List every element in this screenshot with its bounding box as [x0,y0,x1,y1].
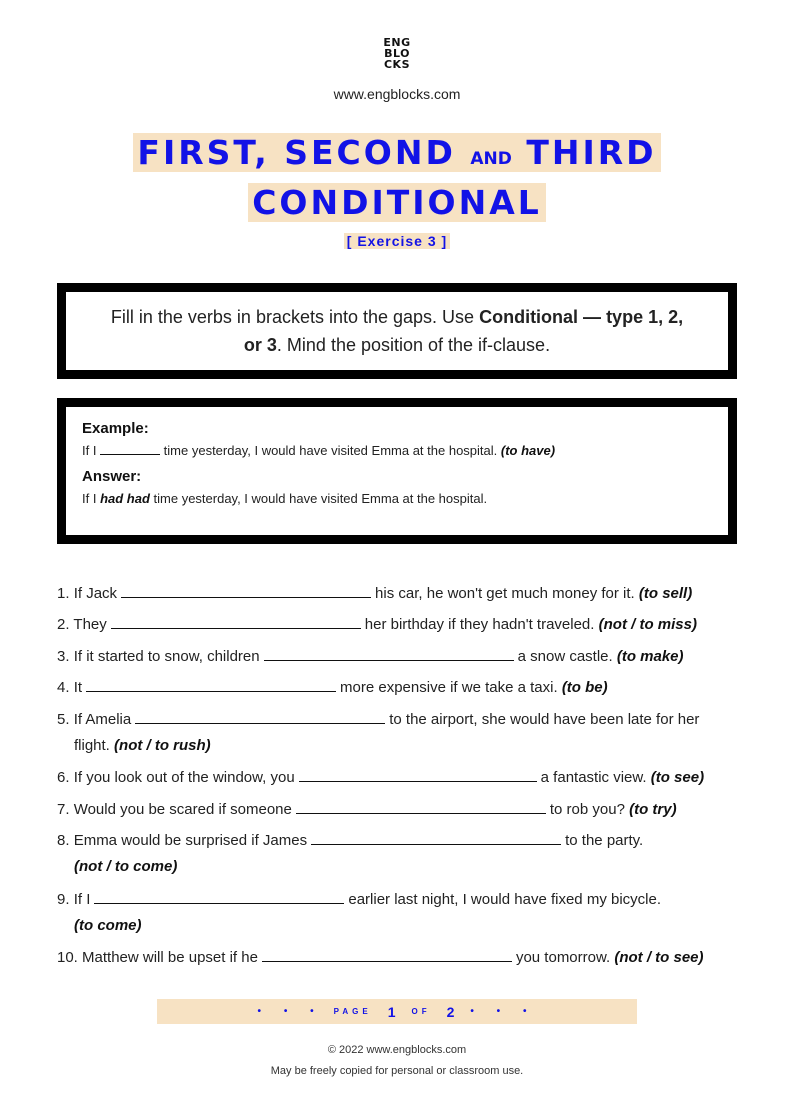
example-hint: (to have) [500,443,556,458]
question-post: his car, he won't get much money for it. [375,585,635,602]
example-gap [100,443,160,455]
example-label: Example: [82,420,149,437]
exercise-label-text: [ Exercise 3 ] [344,233,450,249]
page-of-word: OF [411,1007,431,1016]
title-part-and: AND [470,149,512,169]
question-post: a snow castle. [517,648,613,665]
question-8 [57,831,747,849]
question-pre: They [73,616,107,633]
answer-gap[interactable] [121,584,371,598]
answer-sentence [82,491,712,506]
answer-gap[interactable] [264,647,514,661]
answer-gap[interactable] [299,768,537,782]
page-current: 1 [387,1003,396,1020]
engblocks-logo [0,37,794,70]
site-url[interactable]: www.engblocks.com [333,86,461,102]
answer-filled: had had [100,491,150,506]
question-post: to rob you? [549,801,625,818]
question-7 [57,800,747,818]
answer-gap[interactable] [135,710,385,724]
logo-line-3: CKS [383,58,411,71]
question-hint: (not / to see) [614,949,704,966]
answer-label: Answer: [82,468,142,485]
page-title-line-2 [0,182,794,224]
question-9 [57,890,747,908]
question-hint: (not / to rush) [114,737,211,754]
question-post: more expensive if we take a taxi. [340,679,558,696]
title-first-second [133,133,660,172]
question-pre: Matthew will be upset if he [82,949,258,966]
question-post: to the airport, she would have been late for her [389,711,700,728]
question-3 [57,647,747,665]
question-pre: If I [73,891,91,908]
question-2 [57,615,747,633]
question-number: 7. [57,801,70,818]
license-note: May be freely copied for personal or classroom use. [270,1065,524,1077]
question-pre: Emma would be surprised if James [73,832,308,849]
page-word: PAGE [333,1007,372,1016]
question-hint: (to sell) [638,585,693,602]
question-hint: (to make) [616,648,684,665]
question-4 [57,678,747,696]
page-title-line-1 [0,132,794,180]
page-dots-left: • • • [257,1006,324,1017]
question-post: a fantastic view. [540,769,647,786]
question-1 [57,584,747,602]
question-5-continued [57,737,747,754]
question-hint: (to be) [561,679,608,696]
title-conditional: CONDITIONAL [248,183,546,222]
example-sentence [82,443,712,458]
answer-gap[interactable] [296,800,546,814]
instructions-bold-1: Conditional — type 1, 2, [479,307,684,327]
example-box [57,398,737,544]
logo-line-1: ENG [383,36,411,49]
question-number: 8. [57,832,70,849]
question-number: 5. [57,711,70,728]
question-number: 6. [57,769,70,786]
question-pre: It [73,679,83,696]
question-10 [57,948,747,966]
question-number: 1. [57,585,70,602]
question-pre: If it started to snow, children [73,648,260,665]
question-continuation: flight. [74,737,110,754]
question-number: 4. [57,679,70,696]
question-pre: If Jack [73,585,118,602]
example-pre: If I [82,443,101,458]
question-post: to the party. [565,832,644,849]
answer-gap[interactable] [86,678,336,692]
question-number: 9. [57,891,70,908]
instructions-post: . Mind the position of the if-clause. [276,335,551,355]
page-dots-right: • • • [470,1006,537,1017]
question-8-continued [57,858,747,875]
question-pre: If you look out of the window, you [73,769,295,786]
page-total: 2 [446,1003,455,1020]
question-post: earlier last night, I would have fixed my bicycle. [348,891,662,908]
instructions-text [111,303,683,359]
question-5 [57,710,747,728]
question-hint: (not / to come) [74,858,178,875]
question-number: 3. [57,648,70,665]
question-post: her birthday if they hadn't traveled. [364,616,595,633]
instructions-bold-2: or 3 [243,335,277,355]
question-number: 10. [57,949,78,966]
question-hint: (not / to miss) [598,616,697,633]
question-number: 2. [57,616,70,633]
page-indicator [157,999,637,1024]
instructions-box [57,283,737,379]
answer-gap[interactable] [311,831,561,845]
exercise-label [0,233,794,251]
logo-line-2: BLO [384,47,410,60]
example-post: time yesterday, I would have visited Emma at the hospital. [160,443,501,458]
answer-post: time yesterday, I would have visited Emma at the hospital. [149,491,488,506]
answer-pre: If I [82,491,101,506]
question-9-continued [57,917,747,934]
title-part-1: FIRST, SECOND [137,133,456,172]
question-hint: (to try) [629,801,677,818]
answer-gap[interactable] [262,948,512,962]
instructions-pre: Fill in the verbs in brackets into the gaps. Use [110,307,480,327]
answer-gap[interactable] [94,890,344,904]
title-part-3: THIRD [526,133,657,172]
question-hint: (to see) [650,769,705,786]
question-6 [57,768,747,786]
copyright: © 2022 www.engblocks.com [327,1044,467,1056]
question-post: you tomorrow. [515,949,611,966]
question-pre: If Amelia [73,711,132,728]
question-pre: Would you be scared if someone [73,801,292,818]
answer-gap[interactable] [111,615,361,629]
question-hint: (to come) [74,917,142,934]
